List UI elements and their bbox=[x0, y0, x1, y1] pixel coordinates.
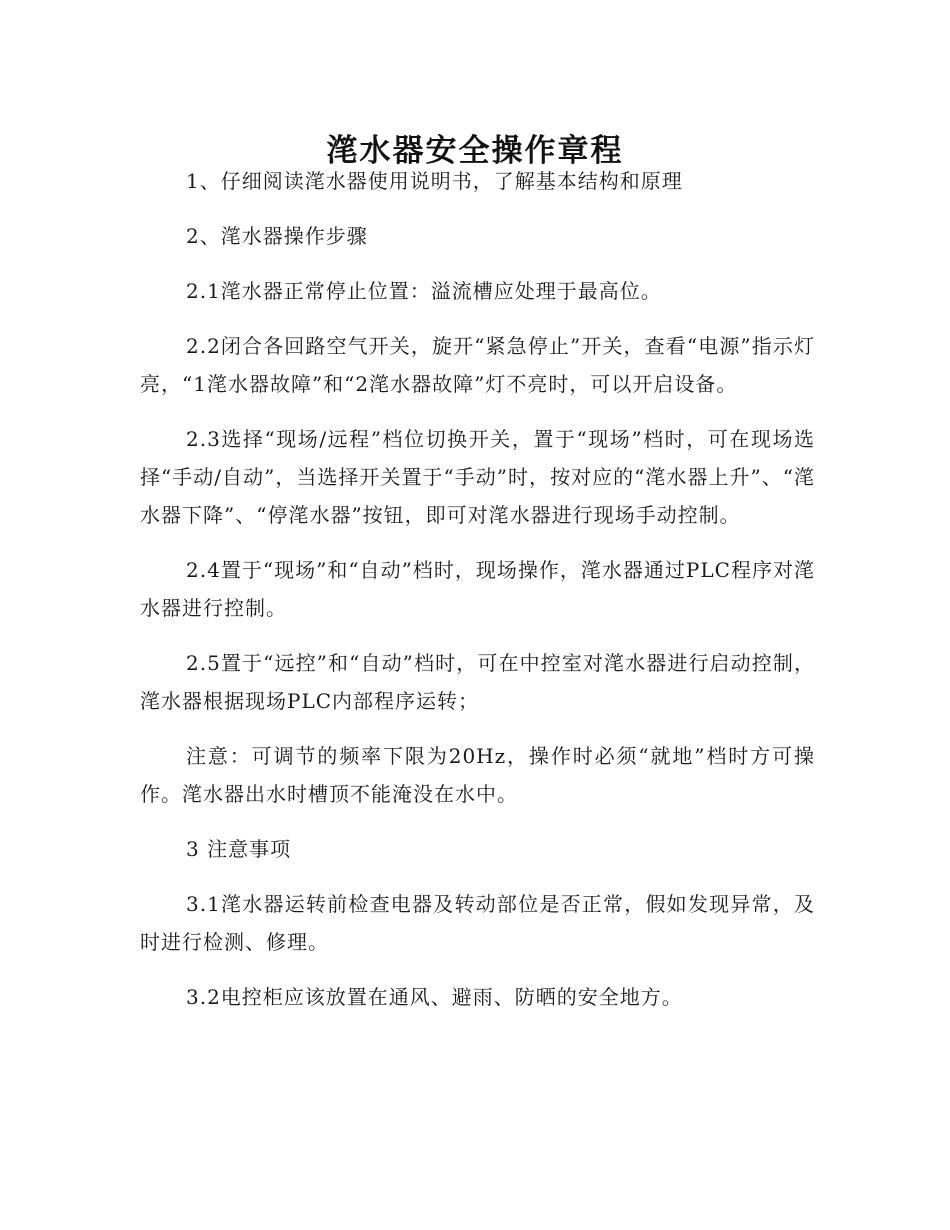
paragraph-1: 1、仔细阅读滗水器使用说明书，了解基本结构和原理 bbox=[186, 169, 683, 193]
paragraph-3: 3 注意事项 bbox=[186, 837, 292, 861]
paragraph-2-2: 2.2闭合各回路空气开关，旋开“紧急停止”开关，查看“电源”指示灯亮，“1滗水器故障”和“2滗水器故障”灯不亮时，可以开启设备。 bbox=[140, 334, 815, 396]
page-title: 滗水器安全操作章程 bbox=[326, 132, 624, 169]
paragraph-2: 2、滗水器操作步骤 bbox=[186, 224, 368, 248]
paragraph-2-5: 2.5置于“远控”和“自动”档时，可在中控室对滗水器进行启动控制，滗水器根据现场PLC内部程序运转； bbox=[140, 651, 815, 713]
paragraph-2-3: 2.3选择“现场/远程”档位切换开关，置于“现场”档时，可在现场选择“手动/自动”，当选择开关置于“手动”时，按对应的“滗水器上升”、“滗水器下降”、“停滗水器”按钮，即可对滗水器进行现场手动控制。 bbox=[140, 427, 815, 527]
paragraph-2-4: 2.4置于“现场”和“自动”档时，现场操作，滗水器通过PLC程序对滗水器进行控制。 bbox=[140, 558, 815, 620]
paragraph-note: 注意：可调节的频率下限为20Hz，操作时必须“就地”档时方可操作。滗水器出水时槽顶不能淹没在水中。 bbox=[140, 744, 815, 806]
document-body bbox=[140, 162, 815, 1033]
paragraph-3-2: 3.2电控柜应该放置在通风、避雨、防晒的安全地方。 bbox=[186, 985, 683, 1009]
paragraph-2-1: 2.1滗水器正常停止位置：溢流槽应处理于最高位。 bbox=[186, 279, 662, 303]
paragraph-3-1: 3.1滗水器运转前检查电器及转动部位是否正常，假如发现异常，及时进行检测、修理。 bbox=[140, 892, 815, 954]
